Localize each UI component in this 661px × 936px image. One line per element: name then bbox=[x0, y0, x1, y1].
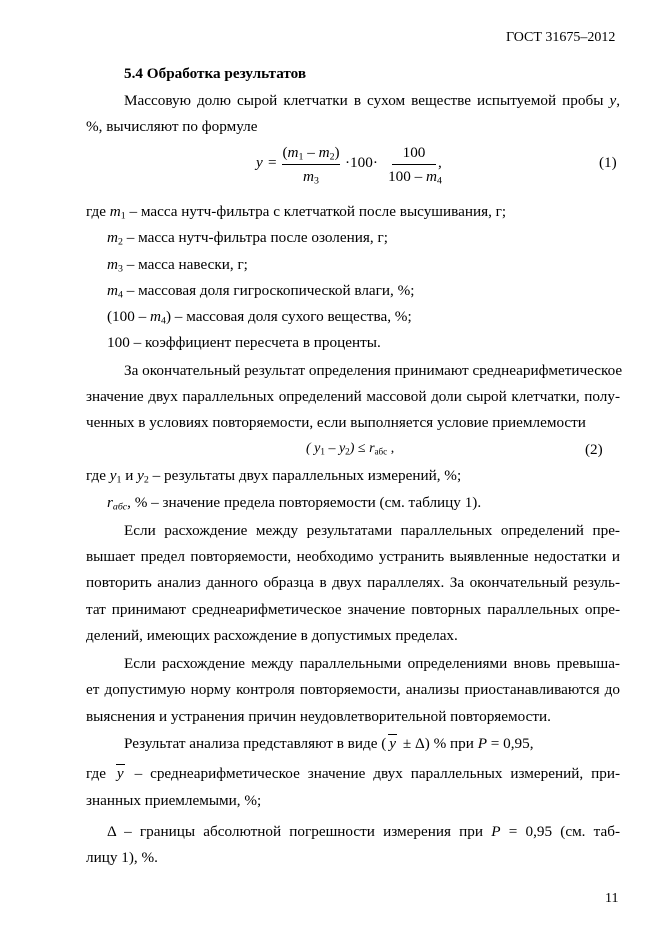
para6-line-2: лицу 1), %. bbox=[86, 849, 158, 866]
formula-1-fraction-bar-2 bbox=[392, 164, 436, 165]
formula-1-number: (1) bbox=[599, 154, 617, 171]
para5-line-2: знанных приемлемыми, %; bbox=[86, 792, 262, 809]
para3-line-3: выяснения и устранения причин неудовлетворительной повторяемости. bbox=[86, 708, 551, 725]
def-y1-y2: где $y_1$ и $y_2$ – результаты двух параллельных измерений, %; bbox=[86, 467, 462, 486]
def-m3: $m_3$ – масса навески, г; bbox=[107, 256, 248, 275]
para1-line-2: значение двух параллельных определений массовой доли сырой клетчатки, полу- bbox=[86, 388, 620, 405]
formula-1-fraction-2-denominator: $100 - m_4$ bbox=[388, 168, 442, 187]
section-title: 5.4 Обработка результатов bbox=[124, 65, 307, 82]
def-100: 100 – коэффициент пересчета в проценты. bbox=[107, 334, 381, 351]
para2-line-3: повторить анализ данного образца в двух параллелях. За окончательный резуль- bbox=[86, 574, 620, 591]
intro-line-1: Массовую долю сырой клетчатки в сухом веществе испытуемой пробы y, bbox=[124, 92, 621, 109]
formula-1-denominator: $m_3$ bbox=[303, 168, 319, 187]
para2-line-1: Если расхождение между результатами параллельных определений пре- bbox=[124, 522, 620, 539]
formula-1-fraction-bar-1 bbox=[282, 164, 340, 165]
formula-1-numerator: $(m_1 - m_2)$ bbox=[282, 144, 340, 163]
def-m1: где $m_1$ – масса нутч-фильтра с клетчаткой после высушивания, г; bbox=[86, 203, 507, 222]
para3-line-1: Если расхождение между параллельными определениями вновь превыша- bbox=[124, 655, 620, 672]
formula-1-lhs: y bbox=[256, 154, 263, 171]
formula-1-comma: , bbox=[438, 154, 442, 171]
para4-result-form: Результат анализа представляют в виде ( y ± Δ) % при P = 0,95, bbox=[124, 735, 534, 752]
para6-line-1: Δ – границы абсолютной погрешности измерения при P = 0,95 (см. таб- bbox=[107, 823, 621, 840]
para2-line-4: тат принимают среднеарифметическое значение повторных параллельных опре- bbox=[86, 601, 620, 618]
formula-1-equals: = bbox=[268, 154, 277, 171]
para5-line-1: где y – среднеарифметическое значение двух параллельных измерений, при- bbox=[86, 765, 621, 782]
def-r-abs: $r_{абс}$, % – значение предела повторяемости (см. таблицу 1). bbox=[107, 494, 482, 513]
ybar-overline-2 bbox=[116, 764, 125, 765]
para2-line-2: вышает предел повторяемости, необходимо устранить выявленные недостатки и bbox=[86, 548, 620, 565]
ybar-overline bbox=[388, 734, 397, 735]
para3-line-2: ет допустимую норму контроля повторяемости, анализы приостанавливаются до bbox=[86, 681, 620, 698]
formula-1-fraction-2-numerator: 100 bbox=[402, 144, 426, 161]
formula-2-number: (2) bbox=[585, 441, 603, 458]
intro-line-2: %, вычисляют по формуле bbox=[86, 118, 258, 135]
def-m2: $m_2$ – масса нутч-фильтра после озоления, г; bbox=[107, 229, 388, 248]
page-number: 11 bbox=[605, 891, 619, 906]
def-m4: $m_4$ – массовая доля гигроскопической влаги, %; bbox=[107, 282, 415, 301]
formula-1-multiplier: ·100· bbox=[345, 154, 378, 171]
formula-2: ( $y_1 - y_2) \le r_{абс}$ , bbox=[306, 441, 395, 457]
para1-line-1: За окончательный результат определения принимают среднеарифметическое bbox=[124, 362, 623, 379]
para2-line-5: делений, имеющих расхождение в допустимых пределах. bbox=[86, 627, 458, 644]
standard-header: ГОСТ 31675–2012 bbox=[506, 30, 616, 45]
def-100-minus-m4: $(100 - m_4)$ – массовая доля сухого вещества, %; bbox=[107, 308, 412, 327]
para1-line-3: ченных в условиях повторяемости, если выполняется условие приемлемости bbox=[86, 414, 586, 431]
